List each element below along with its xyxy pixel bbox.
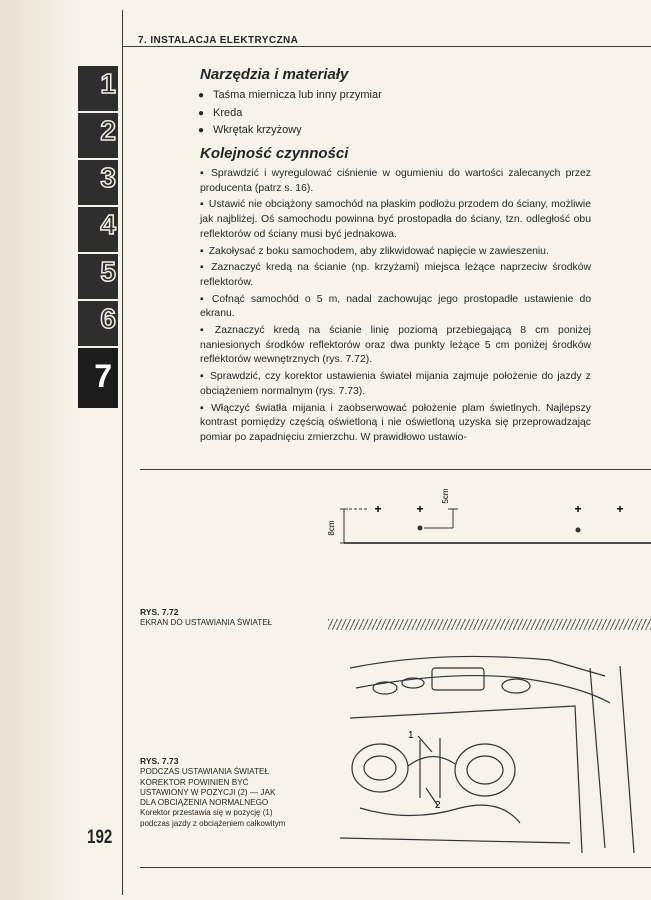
figure-773-label: RYS. 7.73 [140,756,179,766]
corrector-rods [420,738,440,798]
chapter-tabs [78,66,118,410]
headlight-cap-left [364,756,396,780]
figure-773-caption [140,756,285,829]
header-rule [123,46,651,47]
chapter-tab-label: 7 [94,358,112,394]
grommet [373,682,397,694]
engine-bay-illustration [320,648,651,853]
figure-772-title: EKRAN DO USTAWIANIA ŚWIATEŁ [140,618,273,628]
chapter-tab-label: 3 [100,162,116,193]
chapter-tab-7-active[interactable] [78,348,118,408]
figure-773-caption-line: KOREKTOR POWINIEN BYĆ [140,777,249,787]
section-header: 7. INSTALACJA ELEKTRYCZNA [138,35,299,46]
figure-divider [140,469,651,470]
dim-5cm-label: 5cm [441,488,450,504]
figure-772-caption [140,607,272,629]
footer-rule [140,867,651,868]
tools-list [198,87,382,140]
page-number: 192 [87,827,113,848]
chapter-tab-6[interactable] [78,301,118,346]
wiring-harness [408,756,455,766]
headlight-cross-mark: + [374,502,382,516]
scan-page-edge [0,0,78,900]
headlight-cap-right [467,756,503,784]
procedure-step: ▪ Cofnąć samochód o 5 m, nadal zachowując jego prostopadłe ustawienie do ekranu. [200,293,591,322]
procedure-step: ▪ Sprawdzić, czy korektor ustawienia świateł mijania zajmuje położenie do jazdy z obciążeniem normalnym (rys. 7.73). [200,370,591,399]
procedure-step: ▪ Zaznaczyć kredą na ścianie linię poziomą przebiegającą 8 cm poniżej naniesionych środków reflektorów oraz dwa punkty leżące 5 cm poniżej środków reflektorów wewnętrznych (rys. 7.72). [200,324,591,368]
headlight-cross-mark: + [616,502,624,516]
chapter-tab-4[interactable] [78,207,118,252]
procedure-heading: Kolejność czynności [200,145,349,162]
tool-item: ● Taśma miernicza lub inny przymiar [198,87,382,105]
procedure-step: ▪ Sprawdzić i wyregulować ciśnienie w ogumieniu do wartości zalecanych przez producenta (patrz s. 16). [200,167,591,196]
margin-rule [122,10,123,895]
tools-heading: Narzędzia i materiały [200,66,349,83]
figure-773-note-line: Korektor przestawia się w pozycję (1) [140,808,273,818]
headlight-cross-mark: + [574,502,582,516]
fender-edge [590,666,634,853]
procedure-step: ▪ Włączyć światła mijania i zaobserwować położenie plam świetlnych. Najlepszy kontrast pomiędzy częścią oświetloną i nie oświetloną uzyska się przeprowadzając pomiar po zapadnięciu zmierzchu. W prawidłowo ustawio- [200,402,591,446]
headlight-unit-left [352,744,408,792]
chapter-tab-label: 2 [100,115,116,146]
procedure-step: ▪ Ustawić nie obciążony samochód na płaskim podłożu przodem do ściany, możliwie jak najbliżej. Oś samochodu powinna być prostopadła do ściany, tzn. odległość obu reflektorów od ściany musi być jednakowa. [200,198,591,242]
procedure-step: ▪ Zakołysać z boku samochodem, aby zlikwidować napięcie w zawieszeniu. [200,245,591,260]
headlight-screen-diagram [320,478,651,558]
fuse-box [432,668,484,690]
aim-point-dot [418,526,423,531]
aim-point-dot [576,528,581,533]
procedure-step: ▪ Zaznaczyć kredą na ścianie (np. krzyżami) miejsca leżące naprzeciw środków reflektorów. [200,261,591,290]
headlight-unit-right [455,744,515,796]
figure-772-label: RYS. 7.72 [140,607,179,617]
tool-item: ● Kreda [198,105,382,123]
dim-8cm-label: 8cm [327,520,336,536]
headlight-cross-mark: + [416,502,424,516]
chapter-tab-1[interactable] [78,66,118,111]
hood-edge [350,656,605,676]
chapter-tab-label: 6 [100,303,116,334]
lower-edge [340,838,570,843]
callout-label-1: 1 [408,730,414,741]
figure-773-caption-line: PODCZAS USTAWIANIA ŚWIATEŁ [140,767,270,777]
figure-773-caption-line: USTAWIONY W POZYCJI (2) — JAK [140,787,276,797]
grommet [502,679,530,693]
chapter-tab-3[interactable] [78,160,118,205]
figure-773-note-line: podczas jazdy z obciążeniem całkowitym [140,818,286,828]
hatched-divider [328,619,651,630]
chapter-tab-label: 4 [100,209,116,240]
chapter-tab-label: 1 [100,68,116,99]
callout-label-2: 2 [435,800,441,811]
chapter-tab-5[interactable] [78,254,118,299]
tool-item: ● Wkrętak krzyżowy [198,122,382,140]
chapter-tab-2[interactable] [78,113,118,158]
procedure-steps [200,167,591,448]
figure-773-caption-line: DLA OBCIĄŻENIA NORMALNEGO [140,798,269,808]
chapter-tab-label: 5 [100,256,116,287]
